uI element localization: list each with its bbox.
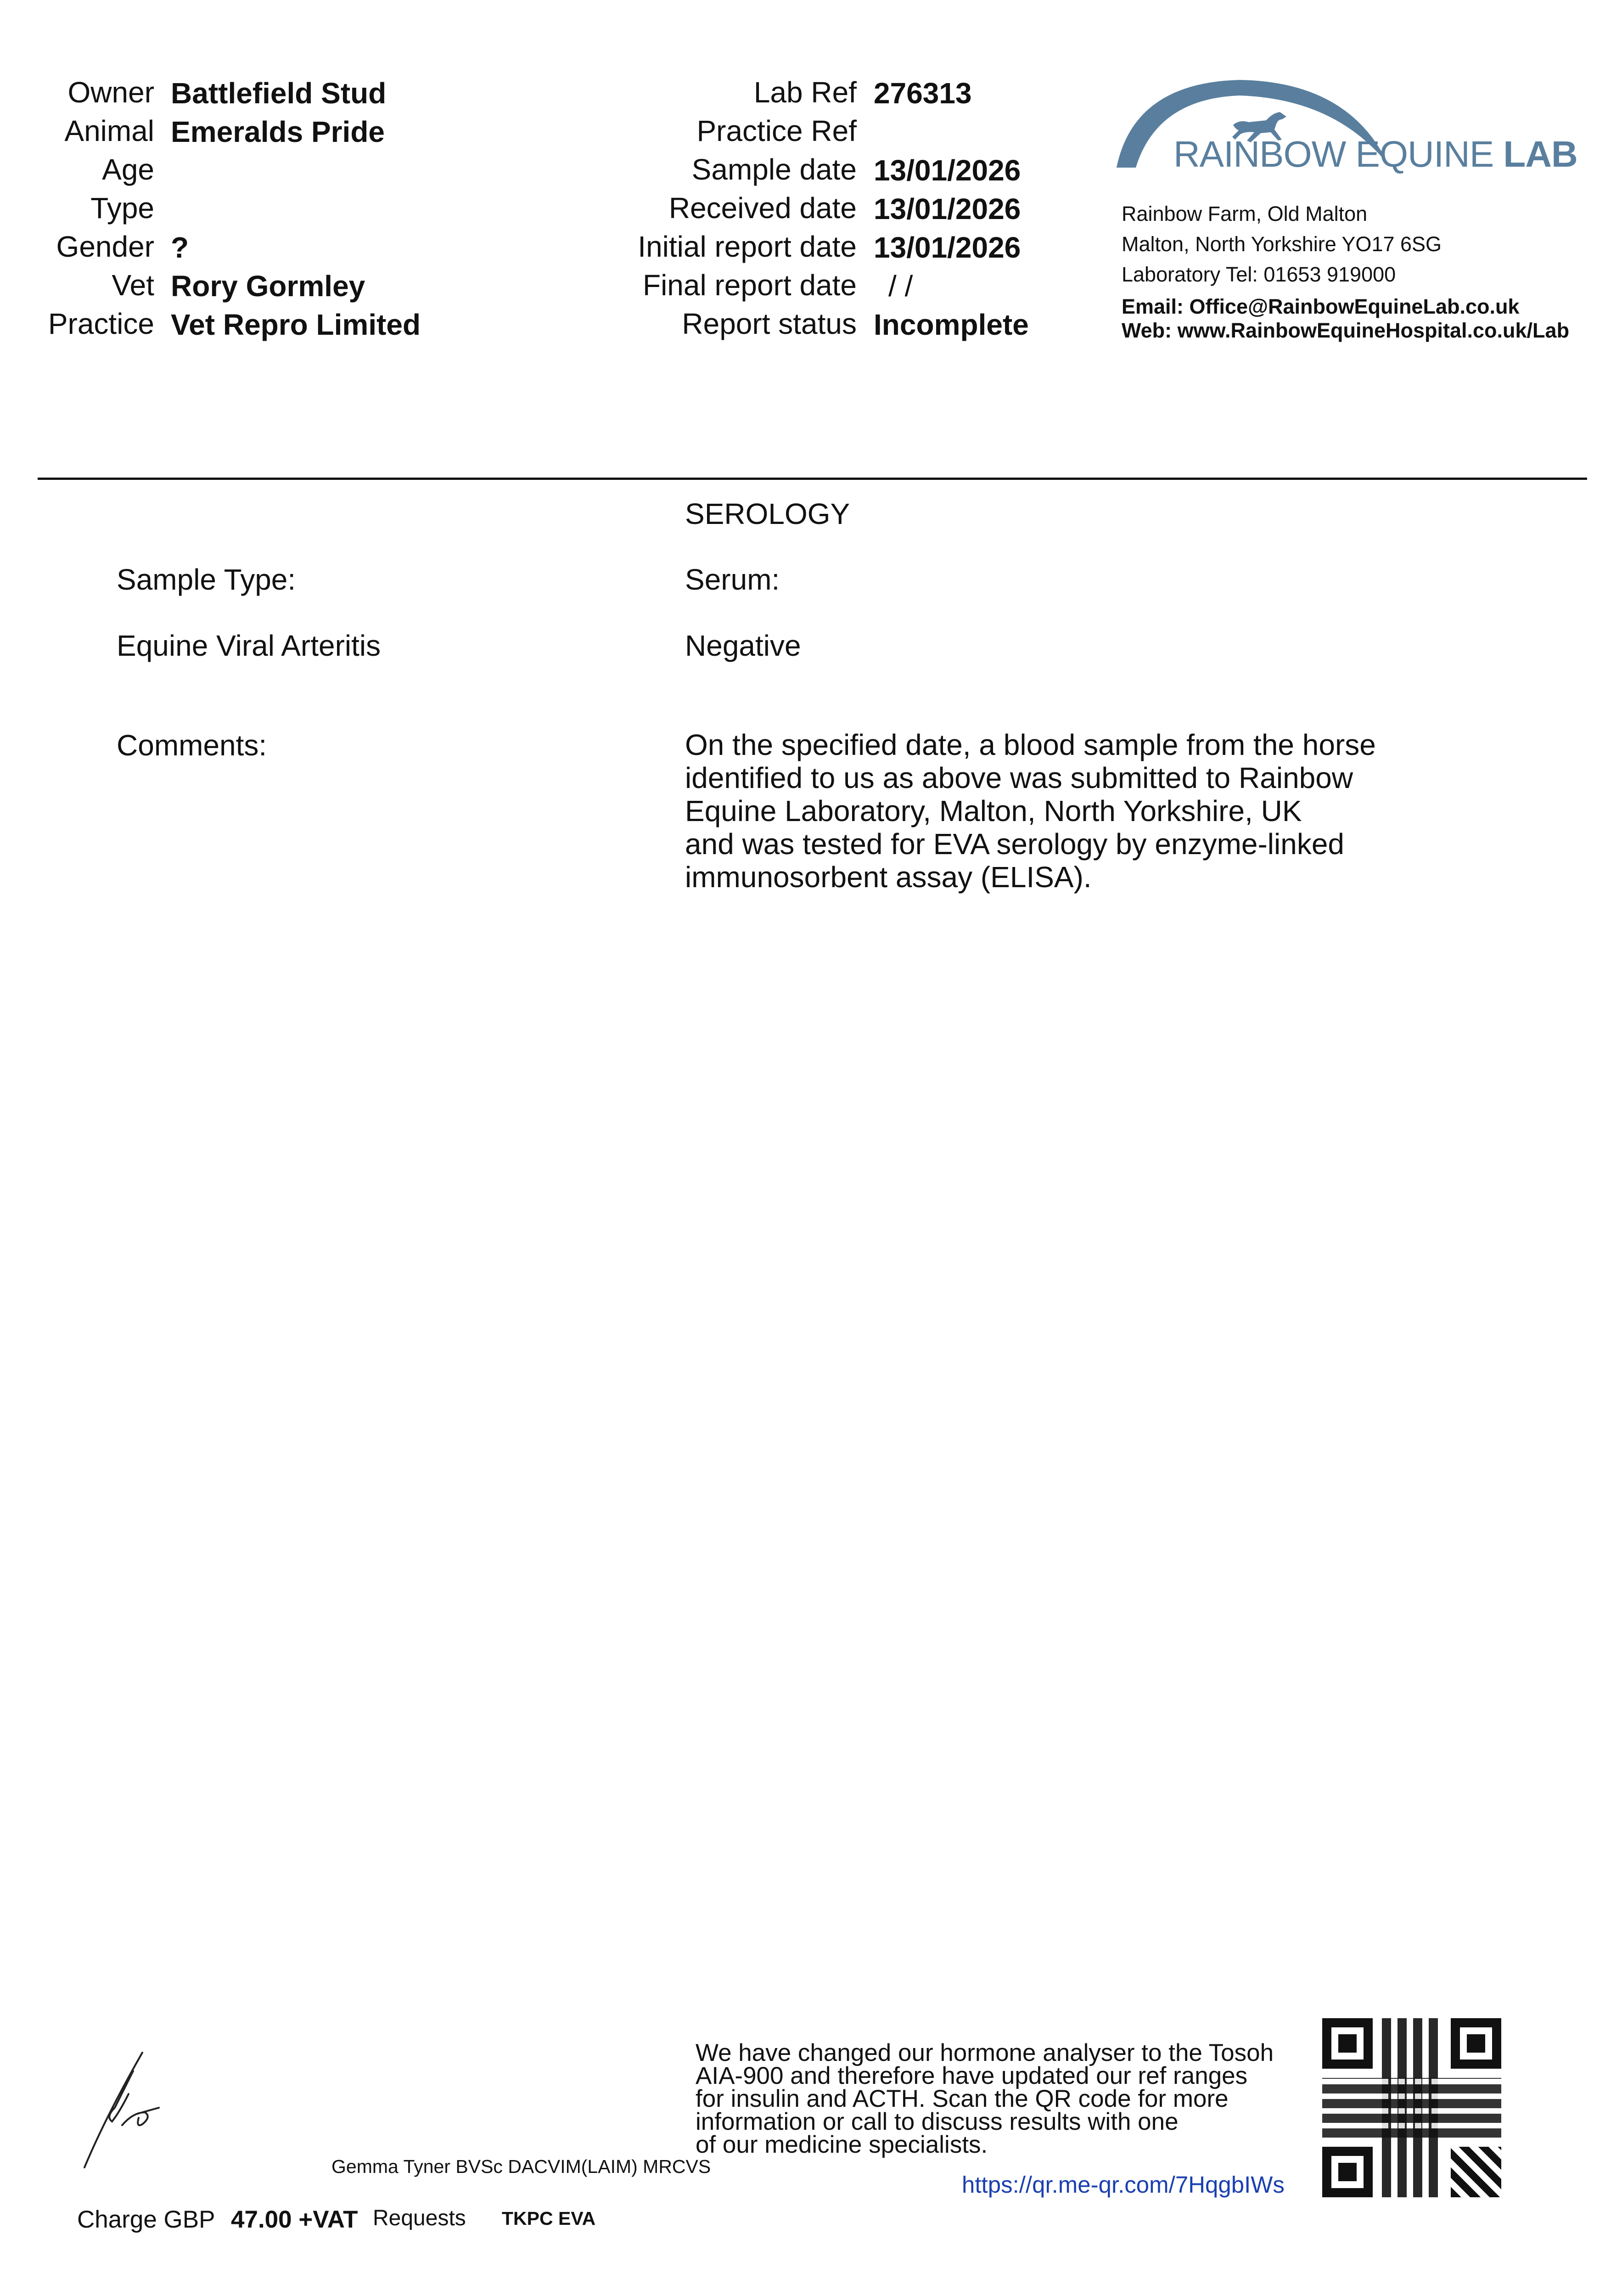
lab-website[interactable]: Web: www.RainbowEquineHospital.co.uk/Lab — [1122, 319, 1570, 342]
vet-label: Vet — [112, 269, 154, 302]
comment-line: Equine Laboratory, Malton, North Yorkshire, UK — [685, 794, 1302, 827]
header-divider — [38, 478, 1587, 480]
test-name: Equine Viral Arteritis — [117, 629, 381, 662]
initial-report-date-label: Initial report date — [638, 230, 857, 263]
comments-text — [685, 728, 1376, 894]
notice-line: of our medicine specialists. — [696, 2131, 988, 2158]
notice-line: AIA-900 and therefore have updated our ref ranges — [696, 2062, 1248, 2089]
sample-type-label: Sample Type: — [117, 563, 296, 596]
final-report-date-value: / / — [888, 270, 913, 303]
report-status-value: Incomplete — [874, 308, 1029, 341]
charge-value: 47.00 +VAT — [231, 2206, 358, 2233]
final-report-date-label: Final report date — [642, 269, 857, 302]
signatory-name: Gemma Tyner BVSc DACVIM(LAIM) MRCVS — [331, 2156, 711, 2177]
charge-label: Charge GBP — [77, 2206, 215, 2233]
sample-date-value: 13/01/2026 — [874, 154, 1021, 187]
practice-value: Vet Repro Limited — [171, 308, 421, 341]
test-result: Negative — [685, 629, 801, 662]
qr-link[interactable]: https://qr.me-qr.com/7HqgbIWs — [962, 2172, 1285, 2198]
notice-line: for insulin and ACTH. Scan the QR code for more — [696, 2085, 1229, 2112]
sample-type-value: Serum: — [685, 563, 780, 596]
requests-value: TKPC EVA — [502, 2208, 596, 2229]
animal-value: Emeralds Pride — [171, 115, 385, 148]
received-date-value: 13/01/2026 — [874, 192, 1021, 225]
logo-text-bold: LAB — [1503, 134, 1577, 174]
section-title: SEROLOGY — [685, 497, 850, 530]
gender-value: ? — [171, 231, 189, 264]
lab-phone: Laboratory Tel: 01653 919000 — [1122, 263, 1396, 286]
vet-value: Rory Gormley — [171, 270, 365, 303]
lab-ref-label: Lab Ref — [753, 76, 857, 109]
notice-line: We have changed our hormone analyser to the Tosoh — [696, 2039, 1274, 2066]
practice-label: Practice — [48, 307, 154, 340]
initial-report-date-value: 13/01/2026 — [874, 231, 1021, 264]
logo-text: RAINBOW EQUINE — [1173, 134, 1494, 174]
owner-value: Battlefield Stud — [171, 77, 387, 110]
requests-label: Requests — [373, 2206, 466, 2230]
notice-line: information or call to discuss results with one — [696, 2108, 1179, 2135]
address-line-1: Rainbow Farm, Old Malton — [1122, 202, 1368, 225]
address-line-2: Malton, North Yorkshire YO17 6SG — [1122, 232, 1442, 256]
analyser-notice — [696, 2039, 1274, 2158]
animal-label: Animal — [64, 114, 154, 147]
comments-label: Comments: — [117, 729, 267, 762]
received-date-label: Received date — [668, 191, 857, 225]
sample-date-label: Sample date — [691, 153, 857, 186]
report-status-label: Report status — [682, 307, 857, 340]
comment-line: On the specified date, a blood sample from the horse — [685, 728, 1376, 761]
lab-email[interactable]: Email: Office@RainbowEquineLab.co.uk — [1122, 295, 1520, 318]
type-label: Type — [90, 191, 154, 225]
lab-ref-value: 276313 — [874, 77, 972, 110]
signature-image — [78, 2043, 170, 2177]
comment-line: and was tested for EVA serology by enzyme-linked — [685, 827, 1344, 861]
gender-label: Gender — [56, 230, 154, 263]
owner-label: Owner — [67, 76, 154, 109]
comment-line: identified to us as above was submitted to Rainbow — [685, 761, 1353, 794]
age-label: Age — [102, 153, 154, 186]
practice-ref-label: Practice Ref — [696, 114, 857, 147]
qr-code-icon[interactable] — [1322, 2018, 1501, 2197]
comment-line: immunosorbent assay (ELISA). — [685, 861, 1092, 894]
